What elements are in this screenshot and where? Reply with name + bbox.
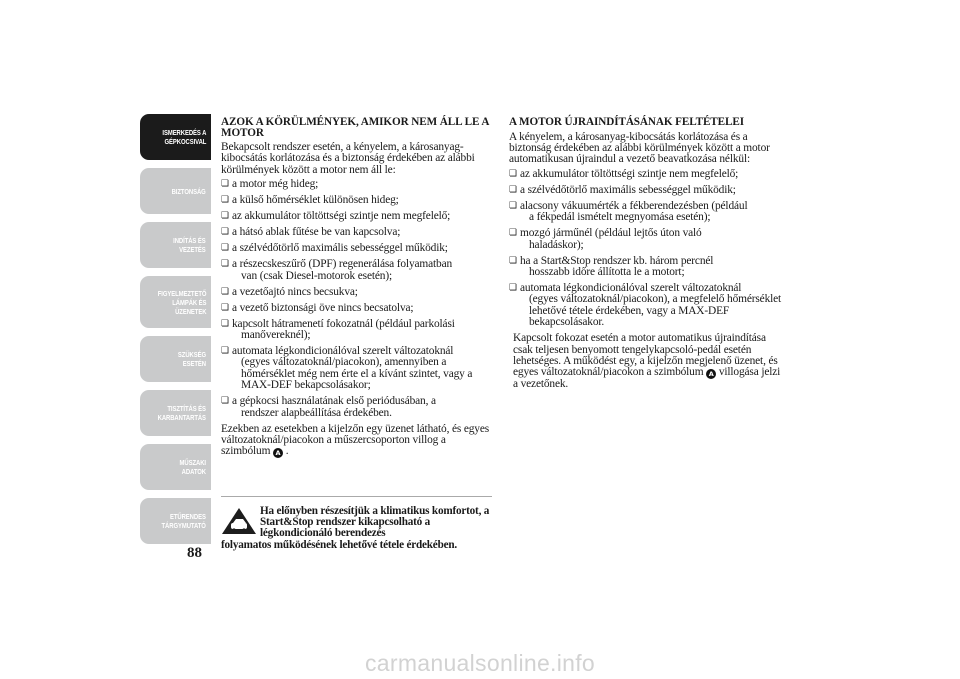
right-outro <box>509 333 784 391</box>
warning-car-icon <box>221 507 257 535</box>
list-item <box>221 396 496 419</box>
note-text-indented: Ha előnyben részesítjük a klimatikus komfortot, a Start&Stop rendszer kikapcsolható a légkondicionáló berendezés <box>260 505 490 540</box>
left-outro-end: . <box>285 445 289 458</box>
note-box <box>221 496 492 551</box>
list-item-text: a vezető biztonsági öve nincs becsatolva; <box>232 301 414 314</box>
start-stop-symbol-icon: A <box>706 369 716 379</box>
tab-muszaki[interactable]: MŰSZAKI ADATOK <box>140 444 211 490</box>
list-item-text: ha a Start&Stop rendszer kb. három percnél <box>520 254 714 267</box>
list-item <box>221 195 496 206</box>
list-item-continuation: (egyes változatoknál/piacokon), amennyiben a hőmérséklet még nem érte el a kívánt szintet, vagy a MAX-DEF bekapcsolásakor; <box>241 356 473 392</box>
tab-figyelmezteto[interactable]: FIGYELMEZTETŐ LÁMPÁK ÉS ÜZENETEK <box>140 276 211 328</box>
tab-inditas[interactable]: INDÍTÁS ÉS VEZETÉS <box>140 222 211 268</box>
right-intro: A kényelem, a károsanyag-kibocsátás korlátozása és a biztonság érdekében az alábbi körülmények között a motor automatikusan újraindul a vezető beavatkozása nélkül: <box>509 130 770 166</box>
list-item <box>221 303 496 314</box>
list-item-continuation: rendszer alapbeállítása érdekében. <box>241 406 392 419</box>
tab-ismerkedes[interactable]: ISMERKEDÉS A GÉPKOCSIVAL <box>140 114 211 160</box>
list-item <box>509 169 784 180</box>
tab-tisztitas[interactable]: TISZTÍTÁS ÉS KARBANTARTÁS <box>140 390 211 436</box>
left-heading: AZOK A KÖRÜLMÉNYEK, AMIKOR NEM ÁLL LE A MOTOR <box>221 116 489 139</box>
list-item <box>221 227 496 238</box>
tab-targymutato[interactable]: ETŰRENDES TÁRGYMUTATÓ <box>140 498 211 544</box>
list-item <box>509 283 784 329</box>
note-text <box>221 506 492 551</box>
list-item-continuation: manővereknél); <box>241 329 311 342</box>
left-outro <box>221 424 496 459</box>
start-stop-symbol-icon: A <box>273 448 283 458</box>
list-item <box>221 259 496 282</box>
right-column <box>509 117 784 394</box>
list-item-text: automata légkondicionálóval szerelt változatoknál <box>520 281 742 294</box>
list-item-text: kapcsolt hátramenetí fokozatnál (például parkolási <box>232 317 455 330</box>
watermark: carmanualsonline.info <box>364 650 596 676</box>
right-heading: A MOTOR ÚJRAINDÍTÁSÁNAK FELTÉTELEI <box>509 116 745 128</box>
right-condition-list <box>509 169 784 329</box>
list-item <box>221 211 496 222</box>
left-outro-text: Ezekben az esetekben a kijelzőn egy üzenet látható, és egyes változatoknál/piacokon a műszercsoporton villog a szimbólum <box>221 422 490 458</box>
list-item-continuation: hosszabb időre állította le a motort; <box>529 265 685 278</box>
list-item <box>221 287 496 298</box>
list-item-text: az akkumulátor töltöttségi szintje nem megfelelő; <box>520 167 739 180</box>
list-item-text: az akkumulátor töltöttségi szintje nem megfelelő; <box>232 210 451 223</box>
list-item <box>221 319 496 342</box>
right-outro-text: Kapcsolt fokozat esetén a motor automatikus újraindítása csak teljesen benyomott tengelykapcsoló-pedál esetén lehetséges. A működést egy, a kijelzőn megjelenő üzenet, és egyes változatoknál/piacokon a szimbólum <box>513 332 778 379</box>
list-item-text: mozgó járműnél (például lejtős úton való <box>520 227 702 240</box>
list-item-text: a részecskeszűrő (DPF) regenerálása folyamatban <box>232 258 453 271</box>
list-item-continuation: van (csak Diesel-motorok esetén); <box>241 269 392 282</box>
page-number: 88 <box>187 545 202 561</box>
list-item-text: a külső hőmérséklet különösen hideg; <box>232 194 399 207</box>
list-item <box>509 185 784 196</box>
left-column <box>221 117 496 461</box>
list-item <box>221 179 496 190</box>
list-item-text: a gépkocsi használatának első periódusában, a <box>232 395 436 408</box>
list-item <box>221 346 496 392</box>
list-item-text: a hátsó ablak fűtése be van kapcsolva; <box>232 226 401 239</box>
note-text-full: folyamatos működésének lehetővé tétele érdekében. <box>221 538 457 551</box>
list-item-text: a vezetőajtó nincs becsukva; <box>232 285 358 298</box>
list-item <box>509 201 784 224</box>
list-item-text: alacsony vákuumérték a fékberendezésben (például <box>520 199 748 212</box>
section-tabs <box>140 114 211 552</box>
list-item <box>509 256 784 279</box>
list-item-text: a szélvédőtörlő maximális sebességgel működik; <box>232 242 448 255</box>
tab-szukseg[interactable]: SZÜKSÉG ESETÉN <box>140 336 211 382</box>
left-intro: Bekapcsolt rendszer esetén, a kényelem, a károsanyag-kibocsátás korlátozása és a biztonság érdekében az alábbi körülmények között a motor nem áll le: <box>221 141 475 176</box>
list-item <box>509 228 784 251</box>
list-item-text: a motor még hideg; <box>232 178 319 191</box>
list-item-continuation: a fékpedál ismételt megnyomása esetén); <box>529 211 711 224</box>
left-condition-list <box>221 179 496 419</box>
right-outro-end: villogása jelzi a vezetőnek. <box>513 366 781 391</box>
tab-biztonsag[interactable]: BIZTONSÁG <box>140 168 211 214</box>
list-item-text: a szélvédőtörlő maximális sebességgel működik; <box>520 183 736 196</box>
list-item-text: automata légkondicionálóval szerelt változatoknál <box>232 345 454 358</box>
list-item-continuation: haladáskor); <box>529 238 584 251</box>
list-item-continuation: (egyes változatoknál/piacokon), a megfelelő hőmérséklet lehetővé tétele érdekében, vagy a MAX-DEF bekapcsolásakor. <box>529 293 782 329</box>
list-item <box>221 243 496 254</box>
